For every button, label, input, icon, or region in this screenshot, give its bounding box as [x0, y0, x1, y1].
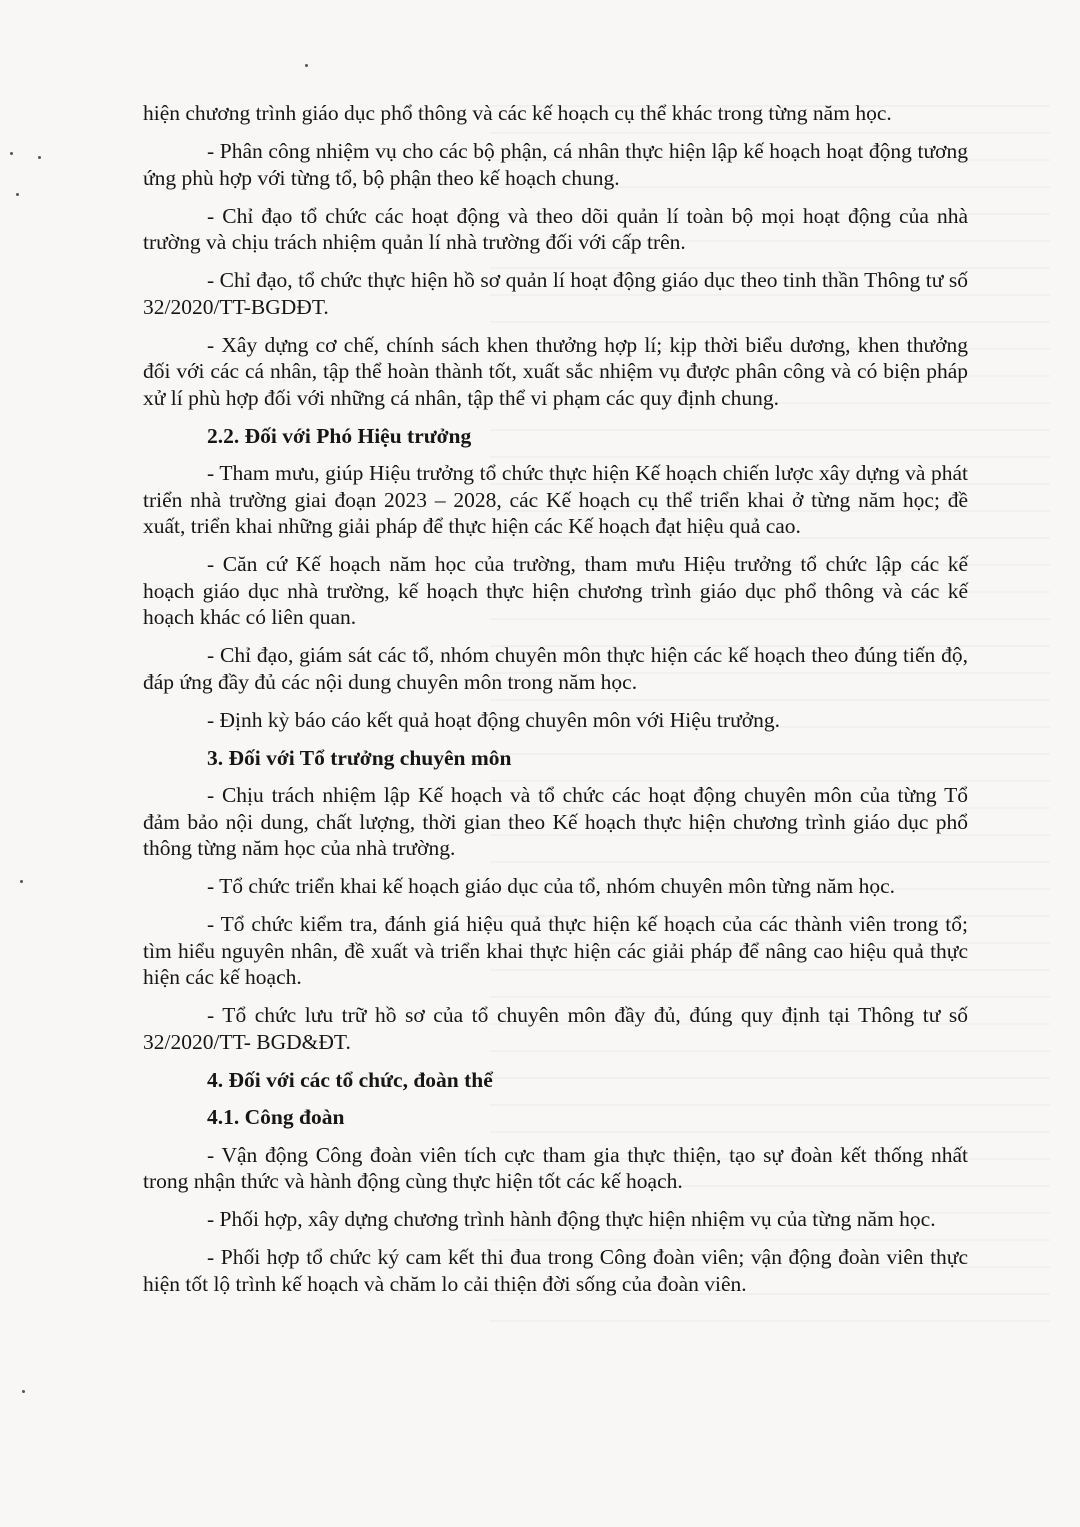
scan-speck: [10, 152, 13, 155]
scan-speck: [305, 64, 308, 67]
paragraph-dh-deploy: - Tổ chức triển khai kế hoạch giáo dục của tổ, nhóm chuyên môn từng năm học.: [207, 874, 896, 898]
paragraph-union-commitment: - Phối hợp tổ chức ký cam kết thi đua trong Công đoàn viên; vận động đoàn viên thực hiện tốt lộ trình kế hoạch và chăm lo cải thiện đời sống của đoàn viên.: [143, 1245, 968, 1296]
scan-speck: [38, 156, 41, 159]
paragraph-continuation: hiện chương trình giáo dục phổ thông và các kế hoạch cụ thể khác trong từng năm học.: [143, 101, 892, 125]
paragraph-direct-activities: - Chỉ đạo tổ chức các hoạt động và theo dõi quản lí toàn bộ mọi hoạt động của nhà trường và chịu trách nhiệm quản lí nhà trường đối với cấp trên.: [143, 203, 968, 254]
paragraph-vp-supervise: - Chỉ đạo, giám sát các tổ, nhóm chuyên môn thực hiện các kế hoạch theo đúng tiến độ, đáp ứng đầy đủ các nội dung chuyên môn trong năm học.: [143, 643, 968, 694]
paragraph-assign-tasks: - Phân công nhiệm vụ cho các bộ phận, cá nhân thực hiện lập kế hoạch hoạt động tương ứng phù hợp với từng tổ, bộ phận theo kế hoạch chung.: [143, 139, 968, 190]
paragraph-rewards: - Xây dựng cơ chế, chính sách khen thưởng hợp lí; kịp thời biểu dương, khen thưởng đối với các cá nhân, tập thể hoàn thành tốt, xuất sắc nhiệm vụ được phân công và có biện pháp xử lí phù hợp đối với những cá nhân, tập thể vi phạm các quy định chung.: [143, 332, 968, 410]
paragraph-union-coordinate: - Phối hợp, xây dựng chương trình hành động thực hiện nhiệm vụ của từng năm học.: [207, 1207, 936, 1231]
scan-speck: [16, 193, 19, 196]
paragraph-union-mobilize: - Vận động Công đoàn viên tích cực tham gia thực thiện, tạo sự đoàn kết thống nhất trong nhận thức và hành động cùng thực hiện tốt các kế hoạch.: [143, 1142, 968, 1193]
heading-trade-union: 4.1. Công đoàn: [207, 1105, 345, 1129]
heading-organizations: 4. Đối với các tổ chức, đoàn thể: [207, 1067, 493, 1092]
paragraph-vp-plan: - Căn cứ Kế hoạch năm học của trường, tham mưu Hiệu trưởng tổ chức lập các kế hoạch giáo dục nhà trường, kế hoạch thực hiện chương trình giáo dục phổ thông và các kế hoạch khác có liên quan.: [143, 552, 968, 629]
paragraph-vp-advise: - Tham mưu, giúp Hiệu trưởng tổ chức thực hiện Kế hoạch chiến lược xây dựng và phát triển nhà trường giai đoạn 2023 – 2028, các Kế hoạch cụ thể triển khai ở từng năm học; đề xuất, triển khai những giải pháp để thực hiện các Kế hoạch đạt hiệu quả cao.: [143, 461, 968, 538]
heading-vice-principal: 2.2. Đối với Phó Hiệu trưởng: [207, 423, 472, 448]
document-body: [143, 100, 968, 1309]
paragraph-dh-evaluate: - Tổ chức kiểm tra, đánh giá hiệu quả thực hiện kế hoạch của các thành viên trong tổ; tìm hiểu nguyên nhân, đề xuất và triển khai thực hiện các giải pháp để nâng cao hiệu quả thực hiện các kế hoạch.: [143, 912, 968, 989]
scan-speck: [22, 1390, 25, 1393]
paragraph-dh-responsible: - Chịu trách nhiệm lập Kế hoạch và tổ chức các hoạt động chuyên môn của từng Tổ đảm bảo nội dung, chất lượng, thời gian theo Kế hoạch thực hiện chương trình giáo dục phổ thông từng năm học của nhà trường.: [143, 783, 968, 860]
heading-department-head: 3. Đối với Tổ trưởng chuyên môn: [207, 745, 512, 770]
paragraph-dh-archive: - Tổ chức lưu trữ hồ sơ của tổ chuyên môn đầy đủ, đúng quy định tại Thông tư số 32/2020/TT- BGD&ĐT.: [143, 1003, 968, 1054]
scan-speck: [20, 880, 23, 883]
paragraph-vp-report: - Định kỳ báo cáo kết quả hoạt động chuyên môn với Hiệu trưởng.: [207, 707, 780, 732]
paragraph-records: - Chỉ đạo, tổ chức thực hiện hồ sơ quản lí hoạt động giáo dục theo tinh thần Thông tư số 32/2020/TT-BGDĐT.: [143, 268, 968, 319]
